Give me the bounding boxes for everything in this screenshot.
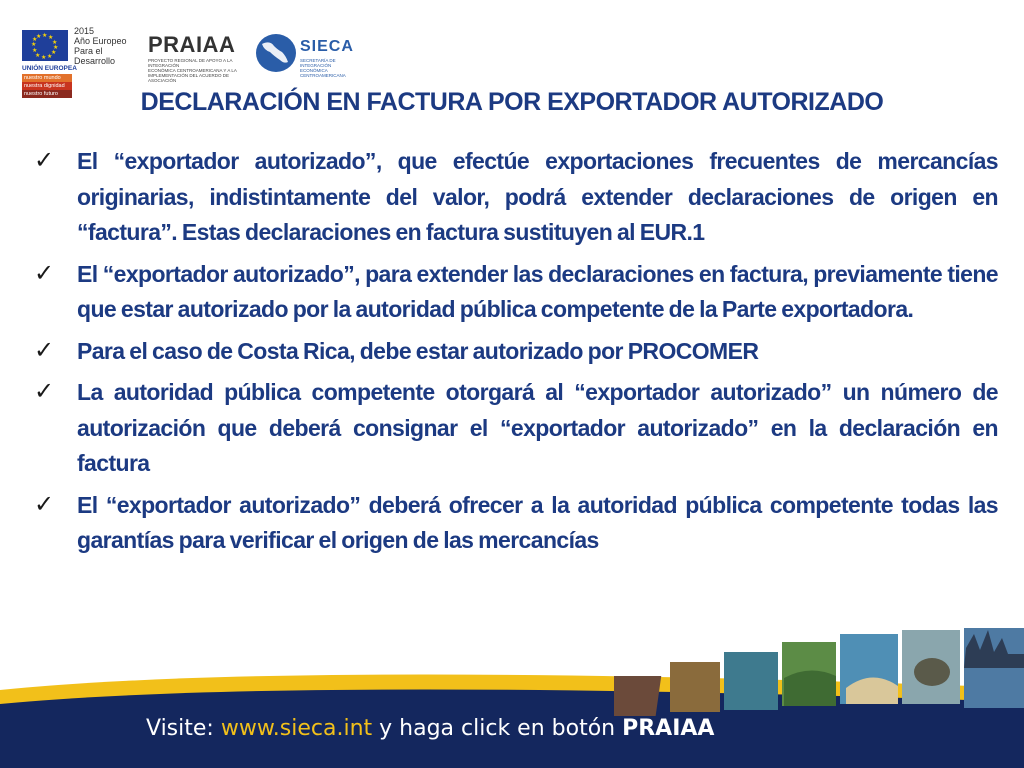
page-title: DECLARACIÓN EN FACTURA POR EXPORTADOR AUTORIZADO [140,88,884,116]
praiaa-logo-subtitle: PROYECTO REGIONAL DE APOYO A LA INTEGRACIÓN ECONÓMICA CENTROAMERICANA Y A LA IMPLEMENTACIÓN DEL ACUERDO DE ASOCIACIÓN [148,58,237,83]
bullet-list [34,144,998,565]
eu-year-text: 2015 Año Europeo Para el Desarrollo [74,26,127,66]
bullet-text: Para el caso de Costa Rica, debe estar autorizado por PROCOMER [77,337,759,364]
eu-band-1: nuestro mundo [22,74,72,82]
bullet-text: El “exportador autorizado”, que efectúe exportaciones frecuentes de mercancías originarias, indistintamente del valor, podrá extender declaraciones de origen en “factura”. Estas declaraciones en factura sustituyen al EUR.1 [77,148,998,245]
list-item [34,488,998,559]
praiaa-button-label: PRAIAA [622,716,715,741]
praiaa-logo-name: PRAIAA [148,32,236,57]
eu-flag-icon: ★ ★ ★ ★ ★ ★ ★ ★ ★ ★ ★ ★ [22,30,68,61]
sieca-logo-name: SIECA [300,38,354,55]
praiaa-logo [148,32,248,83]
eu-union-text: UNIÓN EUROPEA [22,65,77,72]
checkmark-icon: ✓ [34,146,55,174]
checkmark-icon: ✓ [34,335,55,364]
eu-band-3: nuestro futuro [22,90,72,98]
checkmark-icon: ✓ [34,489,55,518]
bullet-text: El “exportador autorizado”, para extender las declaraciones en factura, previamente tiene que estar autorizado por la autoridad pública competente de la Parte exportadora. [77,260,998,322]
bullet-text: El “exportador autorizado” deberá ofrecer a la autoridad pública competente todas las garantías para verificar el origen de las mercancías [77,491,998,553]
sieca-logo-subtitle: SECRETARÍA DE INTEGRACIÓN ECONÓMICA CENTROAMERICANA [300,58,346,78]
photo-collage [614,628,1024,718]
footer-message [146,716,714,741]
checkmark-icon: ✓ [34,377,55,405]
footer-prefix: Visite: [146,716,221,741]
globe-icon [256,34,296,72]
list-item [34,375,998,482]
eu-band-2: nuestra dignidad [22,82,72,90]
sieca-logo [256,32,368,78]
list-item [34,257,998,328]
sieca-link[interactable]: www.sieca.int [220,716,373,741]
list-item [34,334,998,370]
bullet-text: La autoridad pública competente otorgará al “exportador autorizado” un número de autorización que deberá consignar el “exportador autorizado” en la declaración en factura [77,379,998,476]
list-item [34,144,998,251]
photo-tiles [614,628,1024,716]
footer-middle: y haga click en botón [372,716,623,741]
checkmark-icon: ✓ [34,258,55,287]
